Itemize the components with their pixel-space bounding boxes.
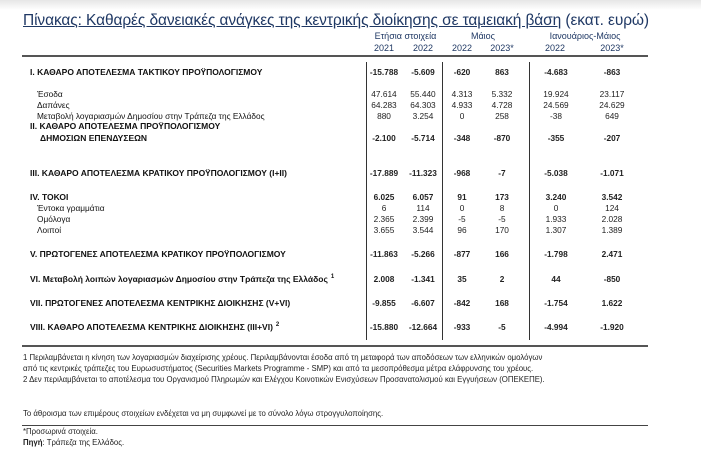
table-cell: 3.542 [601, 192, 623, 202]
table-cell: -15.788 [369, 67, 399, 77]
table-cell: -6.607 [411, 298, 435, 308]
table-cell: 6 [381, 203, 387, 213]
table-cell: 4.728 [491, 100, 513, 110]
table-cell: -9.855 [372, 298, 396, 308]
table-cell: 2.471 [601, 249, 623, 259]
footer-rule [22, 425, 648, 426]
table-cell: 6.057 [412, 192, 434, 202]
table-cell: -2.100 [372, 133, 396, 143]
row-label [37, 100, 70, 110]
table-cell: 863 [495, 67, 509, 77]
row-label [30, 192, 68, 202]
row-label-text: I. ΚΑΘΑΡΟ ΑΠΟΤΕΛΕΣΜΑ ΤΑΚΤΙΚΟΥ ΠΡΟΫΠΟΛΟΓΙΣΜΟΥ [30, 67, 263, 77]
table-cell: 55.440 [410, 89, 436, 99]
table-cell: 23.117 [599, 89, 625, 99]
table-bottom-rule [22, 345, 648, 347]
table-cell: -5 [498, 214, 506, 224]
table-cell: -207 [603, 133, 621, 143]
row-label [30, 298, 290, 308]
table-title [23, 12, 649, 30]
table-cell: 124 [605, 203, 619, 213]
table-cell: -863 [603, 67, 621, 77]
table-title-unit: (εκατ. ευρώ) [561, 12, 649, 29]
row-label-text: IV. ΤΟΚΟΙ [30, 192, 69, 202]
column-separator [529, 62, 530, 340]
table-cell: -11.863 [370, 249, 398, 259]
table-cell: 114 [416, 203, 430, 213]
table-cell: 0 [459, 111, 465, 121]
table-cell: -5.714 [411, 133, 435, 143]
table-title-main: Πίνακας: Καθαρές δανειακές ανάγκες της κεντρικής διοίκησης σε ταμειακή βάση [23, 12, 562, 29]
source-text: : Τράπεζα της Ελλάδος. [42, 438, 125, 447]
table-cell: -1.920 [600, 322, 624, 332]
table-cell: 2.008 [373, 274, 395, 284]
row-label-text: Έντοκα γραμμάτια [37, 203, 105, 213]
table-cell: 4.933 [451, 100, 473, 110]
table-cell: 24.629 [599, 100, 625, 110]
table-cell: 649 [605, 111, 619, 121]
table-cell: -968 [453, 168, 471, 178]
table-cell: 3.240 [545, 192, 567, 202]
table-cell: 1.622 [601, 298, 623, 308]
row-label [30, 274, 334, 284]
table-cell: 3.544 [412, 225, 434, 235]
col-year: 2022 [451, 43, 473, 53]
col-year: 2023* [600, 43, 624, 53]
table-cell: 258 [495, 111, 509, 121]
table-cell: 24.569 [543, 100, 569, 110]
col-year: 2023* [490, 43, 514, 53]
row-label [30, 67, 262, 77]
row-label [30, 168, 287, 178]
table-cell: -5.038 [544, 168, 568, 178]
footnote-1: 1 Περιλαμβάνεται η κίνηση των λογαριασμών διαχείρισης χρέους. Περιλαμβάνονται έσοδα από τη μεταφορά των αποδόσεων των ελληνικών ομολόγων [23, 353, 543, 362]
table-cell: 8 [499, 203, 505, 213]
row-label [30, 121, 220, 131]
row-label-text: Δαπάνες [37, 100, 70, 110]
table-cell: 3.655 [373, 225, 395, 235]
footnote-marker: 1 [330, 274, 335, 281]
table-cell: 2.365 [373, 214, 395, 224]
row-label-text: Ομόλογα [37, 214, 71, 224]
row-label [37, 203, 105, 213]
row-label [37, 225, 61, 235]
col-group-annual: Ετήσια στοιχεία [374, 31, 437, 41]
col-group-may: Μάιος [470, 31, 496, 41]
table-cell: -17.889 [369, 168, 399, 178]
table-cell: 4.313 [451, 89, 473, 99]
table-cell: -5 [458, 214, 466, 224]
table-cell: -11.323 [409, 168, 437, 178]
table-cell: 64.303 [410, 100, 436, 110]
table-cell: -1.754 [544, 298, 568, 308]
col-group-janmay: Ιανουάριος-Μάιος [549, 31, 621, 41]
table-cell: 1.307 [545, 225, 567, 235]
row-label [37, 214, 70, 224]
table-cell: 2 [499, 274, 505, 284]
row-label-text: III. ΚΑΘΑΡΟ ΑΠΟΤΕΛΕΣΜΑ ΚΡΑΤΙΚΟΥ ΠΡΟΫΠΟΛΟΓΙΣΜΟΥ (I+II) [30, 168, 287, 178]
table-cell: -870 [493, 133, 511, 143]
top-shadow [0, 0, 701, 10]
table-cell: -620 [453, 67, 471, 77]
table-cell: -4.994 [544, 322, 568, 332]
row-label [37, 89, 63, 99]
header-rule [22, 55, 648, 57]
table-cell: -1.341 [411, 274, 435, 284]
row-label-continuation: ΔΗΜΟΣΙΩΝ ΕΠΕΝΔΥΣΕΩΝ [40, 133, 148, 143]
table-cell: -15.880 [369, 322, 399, 332]
row-label [30, 249, 286, 259]
table-cell: 6.025 [373, 192, 395, 202]
provisional-note: *Προσωρινά στοιχεία. [23, 427, 98, 436]
table-cell: -5 [498, 322, 506, 332]
footnote-2: 2 Δεν περιλαμβάνεται το αποτέλεσμα του Οργανισμού Πληρωμών και Ελέγχου Κοινοτικών Ενισχύσεων Προσανατολισμού και Εγγυήσεων (ΟΠΕΚΕΠΕ). [23, 375, 545, 384]
table-cell: 3.254 [412, 111, 434, 121]
row-label-text: VII. ΠΡΩΤΟΓΕΝΕΣ ΑΠΟΤΕΛΕΣΜΑ ΚΕΝΤΡΙΚΗΣ ΔΙΟΙΚΗΣΗΣ (V+VI) [30, 298, 291, 308]
table-cell: 44 [551, 274, 561, 284]
table-cell: 5.332 [491, 89, 513, 99]
row-label-text: VI. Μεταβολή λοιπών λογαριασμών Δημοσίου στην Τράπεζα της Ελλάδος [30, 274, 328, 284]
table-cell: -7 [498, 168, 506, 178]
row-label-text: Λοιποί [37, 225, 62, 235]
table-cell: 35 [457, 274, 467, 284]
table-cell: -38 [550, 111, 562, 121]
col-year: 2022 [412, 43, 434, 53]
table-cell: -877 [453, 249, 471, 259]
table-cell: 64.283 [371, 100, 397, 110]
row-label-text: VIII. ΚΑΘΑΡΟ ΑΠΟΤΕΛΕΣΜΑ ΚΕΝΤΡΙΚΗΣ ΔΙΟΙΚΗΣΗΣ (III+VI) [30, 322, 273, 332]
table-cell: 168 [495, 298, 509, 308]
row-label-text: II. ΚΑΘΑΡΟ ΑΠΟΤΕΛΕΣΜΑ ΠΡΟΫΠΟΛΟΓΙΣΜΟΥ [30, 121, 221, 131]
col-year: 2021 [373, 43, 395, 53]
table-cell: 166 [495, 249, 509, 259]
row-label-text: Έσοδα [37, 89, 63, 99]
source-note [23, 438, 124, 447]
table-cell: 173 [495, 192, 509, 202]
table-cell: -355 [547, 133, 565, 143]
table-cell: 96 [457, 225, 467, 235]
table-cell: -5.609 [411, 67, 435, 77]
rounding-note: Το άθροισμα των επιμέρους στοιχείων ενδέχεται να μη συμφωνεί με το σύνολο λόγω στρογγυλοποίησης. [23, 409, 384, 418]
table-cell: -842 [453, 298, 471, 308]
row-label-text: Μεταβολή λογαριασμών Δημοσίου στην Τράπεζα της Ελλάδος [37, 111, 265, 121]
table-cell: -850 [603, 274, 621, 284]
table-cell: 0 [459, 203, 465, 213]
footnote-marker: 2 [275, 322, 280, 329]
row-label-text: V. ΠΡΩΤΟΓΕΝΕΣ ΑΠΟΤΕΛΕΣΜΑ ΚΡΑΤΙΚΟΥ ΠΡΟΫΠΟΛΟΓΙΣΜΟΥ [30, 249, 286, 259]
table-cell: -348 [453, 133, 471, 143]
footnote-1-cont: από τις κεντρικές τράπεζες του Ευρωσυστήματος (Securities Markets Programme - SMP) και από τα μεσοπρόθεσμα μέτρα ελάφρυνσης του χρέους. [23, 364, 534, 373]
table-cell: -12.664 [408, 322, 438, 332]
table-cell: 47.614 [371, 89, 397, 99]
table-cell: 1.389 [601, 225, 623, 235]
row-label [37, 111, 265, 121]
table-cell: -933 [453, 322, 471, 332]
table-cell: 0 [553, 203, 559, 213]
col-year: 2022 [544, 43, 566, 53]
source-label: Πηγή [23, 438, 43, 447]
table-cell: 880 [377, 111, 391, 121]
table-cell: -1.798 [544, 249, 568, 259]
table-cell: -5.266 [411, 249, 435, 259]
row-label [30, 322, 279, 332]
table-cell: 1.933 [545, 214, 567, 224]
table-cell: -1.071 [600, 168, 624, 178]
table-cell: 2.399 [412, 214, 434, 224]
table-cell: 19.924 [543, 89, 569, 99]
table-cell: 170 [495, 225, 509, 235]
table-cell: 91 [457, 192, 467, 202]
table-cell: -4.683 [544, 67, 568, 77]
table-cell: 2.028 [601, 214, 623, 224]
